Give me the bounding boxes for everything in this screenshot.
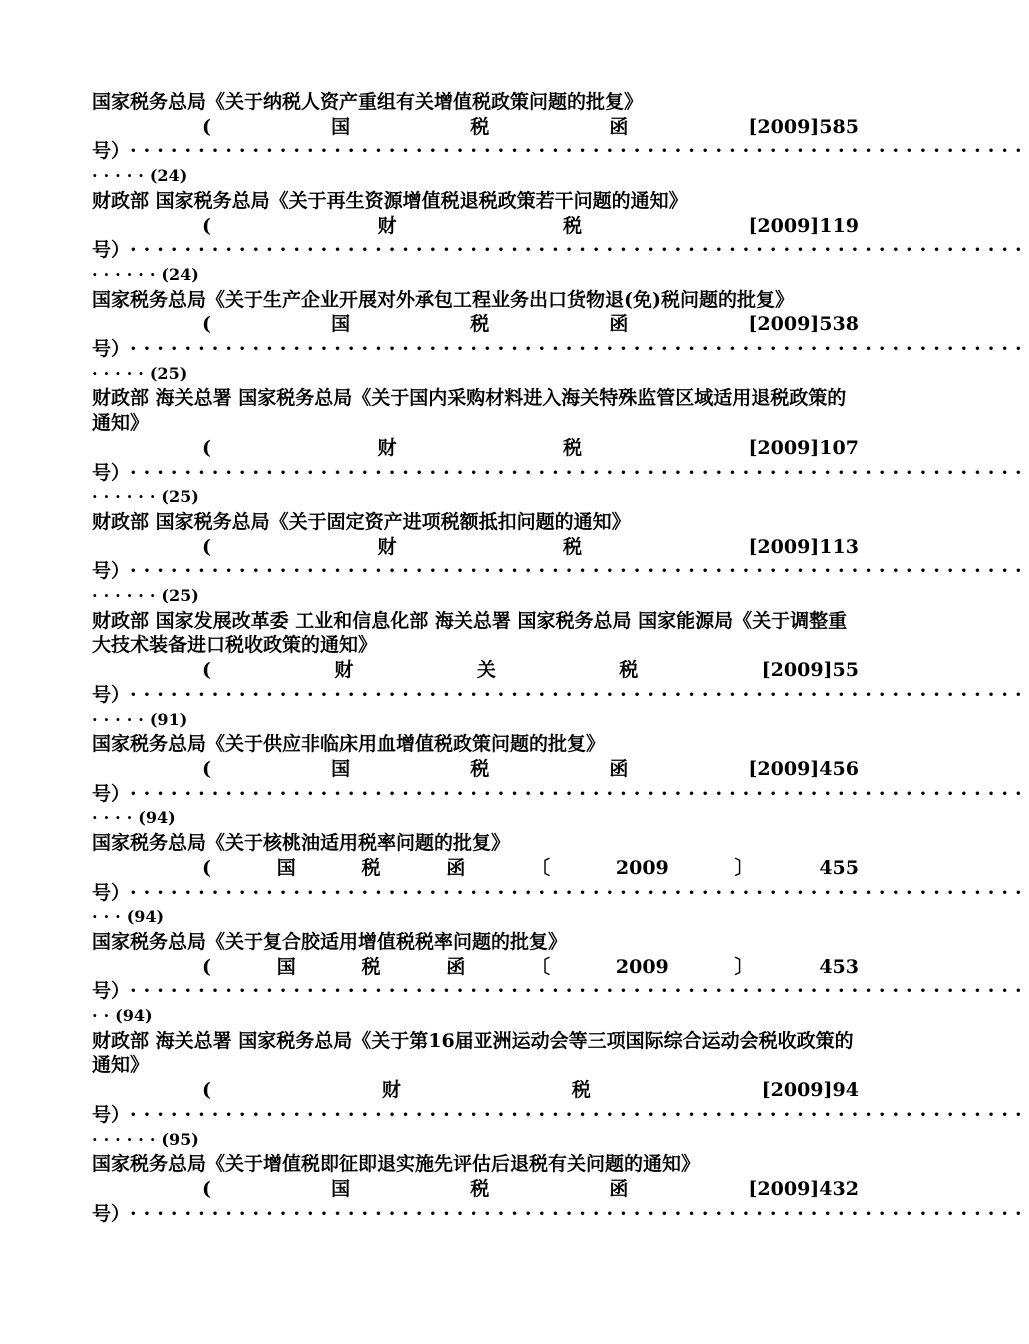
leader-line [92,461,1029,486]
page-number: (94) [138,808,176,828]
dot-leader: ·································································· [130,338,1029,361]
hao-label: 号） [92,881,131,904]
page-ref-dots: ····· [92,709,150,729]
doc-number-part: ( [202,436,211,459]
dot-leader: ·································································· [130,140,1029,163]
entry-title: 国家税务总局《关于生产企业开展对外承包工程业务出口货物退(免)税问题的批复》 [92,288,794,311]
page-number: (94) [126,907,165,927]
entry-title: 财政部 海关总署 国家税务总局《关于国内采购材料进入海关特殊监管区域适用退税政策的通知》 [92,387,847,435]
doc-number-line [92,658,859,683]
doc-number-part: ( [202,115,211,138]
doc-number-part: 财 [377,214,397,237]
dot-leader: ·································································· [130,881,1029,904]
doc-number-part: 国 [331,115,351,138]
doc-number-part: [2009]55 [761,659,859,682]
entry-title: 财政部 国家税务总局《关于再生资源增值税退税政策若干问题的通知》 [92,189,688,212]
toc-entry [92,609,1029,733]
page-ref-line [92,362,859,387]
doc-number-part: 财 [381,1079,401,1102]
page-ref-dots: ····· [92,166,150,186]
doc-number-part: ( [202,1177,211,1200]
page-ref-dots: ·· [92,1006,116,1026]
doc-number-part: [2009]94 [761,1079,859,1102]
page-number: (94) [115,1006,153,1026]
doc-number-part: 税 [470,115,490,138]
hao-label: 号） [92,560,131,583]
page-ref-line [92,1004,859,1029]
toc-entry [92,1152,1029,1226]
doc-number-line [92,1177,859,1202]
leader-line [92,238,1029,263]
doc-number-part: 税 [562,535,582,558]
doc-number-line [92,535,859,560]
page-number: (25) [161,487,199,507]
page-ref-line [92,584,859,609]
doc-number-line [92,312,859,337]
toc-entry [92,288,1029,387]
entry-title: 国家税务总局《关于纳税人资产重组有关增值税政策问题的批复》 [92,91,644,113]
doc-number-part: 〕 [734,955,754,978]
doc-number-part: 税 [562,214,582,237]
doc-number-part: 税 [470,313,490,336]
hao-label: 号） [92,683,131,706]
doc-number-part: 税 [571,1079,591,1102]
dot-leader: ·································································· [130,560,1029,583]
doc-number-line [92,1078,859,1103]
toc-entry [92,386,1029,510]
doc-number-part: ( [202,214,211,237]
leader-line [92,881,1029,906]
page-number: (91) [149,709,188,729]
doc-number-part: 函 [446,856,466,879]
doc-number-part: [2009]432 [748,1177,859,1200]
page-ref-line [92,164,859,189]
doc-number-part: 453 [819,955,859,978]
doc-number-part: 国 [331,1177,351,1200]
hao-label: 号） [92,1103,131,1126]
page-number: (95) [161,1129,199,1149]
dot-leader: ·································································· [130,239,1029,262]
toc-entry [92,831,1029,930]
doc-number-part: 〔 [531,856,551,879]
doc-number-part: 函 [446,955,466,978]
dot-leader: ·································································· [130,683,1029,706]
dot-leader: ·································································· [130,782,1029,805]
toc-entry [92,930,1029,1029]
toc-entry [92,189,1029,288]
page-ref-dots: ··· [92,907,127,927]
doc-number-part: ( [202,313,211,336]
leader-line [92,683,1029,708]
doc-number-part: [2009]113 [748,535,859,558]
hao-label: 号） [92,980,131,1003]
entry-title: 国家税务总局《关于供应非临床用血增值税政策问题的批复》 [92,733,606,756]
toc-entry [92,90,1029,189]
dot-leader: ·································································· [130,980,1029,1003]
page-ref-dots: ····· [92,363,150,383]
doc-number-part: 财 [377,436,397,459]
doc-number-line [92,955,859,980]
doc-number-part: ( [202,535,211,558]
toc-entry [92,1029,1029,1153]
hao-label: 号） [92,239,131,262]
leader-line [92,337,1029,362]
page-ref-dots: ······ [92,1129,162,1149]
doc-number-part: 函 [609,313,629,336]
doc-number-part: 税 [562,436,582,459]
doc-number-part: 税 [361,955,381,978]
doc-number-part: [2009]538 [748,313,859,336]
doc-number-part: [2009]456 [748,757,859,780]
entry-title: 国家税务总局《关于核桃油适用税率问题的批复》 [92,832,511,855]
leader-line [92,559,1029,584]
doc-number-part: 455 [819,856,859,879]
page-ref-line [92,263,859,288]
page-ref-line [92,905,859,930]
doc-number-line [92,856,859,881]
toc-entry [92,510,1029,609]
dot-leader: ·································································· [130,461,1029,484]
doc-number-part: 关 [476,659,496,682]
entry-title: 财政部 国家发展改革委 工业和信息化部 海关总署 国家税务总局 国家能源局《关于调整重大技术装备进口税收政策的通知》 [92,609,848,657]
doc-number-part: ( [202,1079,211,1102]
leader-line [92,979,1029,1004]
page-ref-dots: ······ [92,586,162,606]
leader-line [92,782,1029,807]
page-number: (24) [149,166,188,186]
doc-number-part: 国 [331,757,351,780]
entry-title: 财政部 国家税务总局《关于固定资产进项税额抵扣问题的通知》 [92,510,631,533]
page-ref-line [92,806,859,831]
doc-number-part: 2009 [615,955,669,978]
hao-label: 号） [92,338,131,361]
doc-number-part: 国 [331,313,351,336]
page-ref-line [92,708,859,733]
leader-line [92,1103,1029,1128]
doc-number-part: 税 [470,1177,490,1200]
doc-number-part: 税 [619,659,639,682]
dot-leader: ·································································· [130,1202,1029,1225]
hao-label: 号） [92,1202,131,1225]
doc-number-part: [2009]119 [748,214,859,237]
page-ref-dots: ···· [92,808,139,828]
doc-number-part: 函 [609,1177,629,1200]
doc-number-part: 函 [609,757,629,780]
doc-number-line [92,757,859,782]
doc-number-part: 函 [609,115,629,138]
dot-leader: ·································································· [130,1103,1029,1126]
hao-label: 号） [92,140,131,163]
doc-number-part: 税 [361,856,381,879]
toc-entry [92,732,1029,831]
doc-number-part: [2009]585 [748,115,859,138]
doc-number-part: ( [202,856,211,879]
doc-number-part: ( [202,659,211,682]
page-number: (24) [161,264,199,284]
doc-number-part: 国 [276,955,296,978]
entry-title: 财政部 海关总署 国家税务总局《关于第16届亚洲运动会等三项国际综合运动会税收政策的通知》 [92,1029,854,1077]
doc-number-part: 〔 [531,955,551,978]
doc-number-part: 财 [377,535,397,558]
leader-line [92,139,1029,164]
doc-number-part: 国 [276,856,296,879]
doc-number-line [92,436,859,461]
page-ref-dots: ······ [92,264,162,284]
doc-number-line [92,115,859,140]
toc-page [92,90,1029,1226]
doc-number-part: ( [202,955,211,978]
page-number: (25) [149,363,188,383]
page-ref-line [92,485,859,510]
doc-number-part: ( [202,757,211,780]
page-ref-dots: ······ [92,487,162,507]
doc-number-part: 财 [334,659,354,682]
hao-label: 号） [92,782,131,805]
doc-number-part: 2009 [615,856,669,879]
leader-line [92,1202,1029,1227]
doc-number-part: 税 [470,757,490,780]
page-ref-line [92,1128,859,1153]
hao-label: 号） [92,461,131,484]
doc-number-part: [2009]107 [748,436,859,459]
doc-number-line [92,214,859,239]
entry-title: 国家税务总局《关于增值税即征即退实施先评估后退税有关问题的通知》 [92,1153,701,1176]
entry-title: 国家税务总局《关于复合胶适用增值税税率问题的批复》 [92,930,568,953]
page-number: (25) [161,586,199,606]
doc-number-part: 〕 [734,856,754,879]
